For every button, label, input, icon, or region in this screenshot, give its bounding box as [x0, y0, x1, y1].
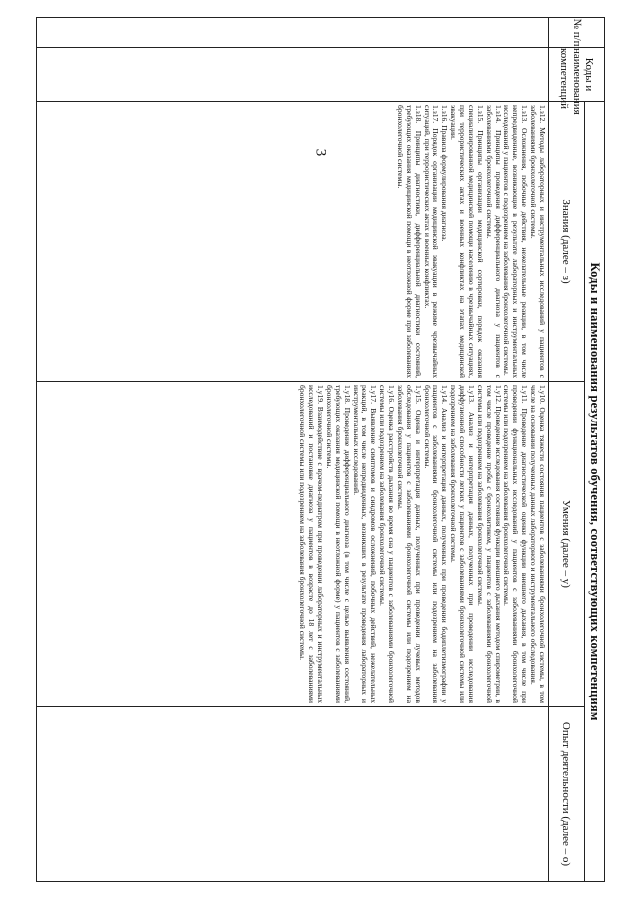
knowledge-item: 1.з18. Принципы диагностики, дифференциальной диагностики состояний, требующих оказания медицинской помощи в неотложной форме при заболеваниях бронхолегочной системы.	[396, 105, 423, 378]
competence-table-rotated	[36, 17, 605, 881]
header-num: № п/п	[549, 18, 605, 48]
page-number: 3	[312, 148, 329, 157]
competence-table	[36, 17, 605, 882]
header-skills: Умения (далее – у)	[549, 382, 585, 707]
knowledge-item: 1.з12. Методы лабораторных и инструментальных исследований у пациентов с заболеваниями бронхолегочной системы.	[529, 105, 547, 378]
knowledge-item: 1.з15. Принципы организации медицинской сортировки, порядок оказания специализированной медицинской помощи населению в чрезвычайных ситуациях, при террористических актах и военных конфликтах на этапах медицинской эвакуации.	[449, 105, 485, 378]
knowledge-item: 1.з16. Правила формулирования диагноза.	[440, 105, 450, 242]
header-main: Коды и наименования результатов обучения, соответствующих компетенциям	[585, 102, 605, 882]
skill-item: 1.у18. Проведение дифференциального диагноза (в том числе с целью выявления состояний, требующих оказания медицинской помощи в неотложной форме) у пациентов с заболеваниями бронхолегочной системы.	[325, 385, 352, 703]
cell-skills	[37, 382, 549, 707]
cell-codes	[37, 48, 549, 102]
header-experience: Опыт деятельности (далее – о)	[549, 707, 585, 882]
cell-num	[37, 18, 549, 48]
skill-item: 1.у16. Оценка расстройств дыхания во время сна у пациентов с заболеваниями бронхолегочной системы или подозрением на заболевания бронхолегочной системы.	[378, 385, 397, 703]
header-knowledge: Знания (далее – з)	[549, 102, 585, 382]
cell-experience	[37, 707, 549, 882]
skill-item: 1.у17. Выявление симптомов и синдромов осложнений, побочных действий, нежелательных реакций, в том числе непредвиденных, возникших в результате проведения лабораторных и инструментальных исследований.	[351, 385, 379, 703]
skill-item: 1.у15. Оценка и интерпретация данных, полученных при проведении лучевых методов обследования у пациентов с заболеваниями бронхолегочной системы или подозрением на заболевания бронхолегочной системы.	[396, 385, 423, 703]
cell-knowledge	[37, 102, 549, 382]
header-codes: Коды и наименования компетенций	[549, 48, 605, 102]
knowledge-item: 1.з14. Принципы проведения дифференциального диагноза у пациентов с заболеваниями бронхолегочной системы.	[484, 105, 503, 378]
knowledge-item: 1.з13. Осложнения, побочные действия, нежелательные реакции, в том числе непредвиденные, возникающие в результате лабораторных и инструментальных исследований у пациентов с подозрением на заболевания бронхолегочной системы.	[502, 105, 530, 378]
knowledge-item: 1.з17. Порядок организации медицинской эвакуации в режиме чрезвычайных ситуаций, при террористических актах и военных конфликтах.	[422, 105, 441, 378]
skill-item: 1.у10. Оценка тяжести состояния пациентов с заболеваниями бронхолегочной системы, в том числе на основании полученных данных лабораторного и инструментального обследования.	[529, 385, 547, 703]
skill-item: 1.у12. Проведение исследования состояния функции внешнего дыхания методом спирометрии, в том числе проведение пробы с бронхолитиком, у пациентов с заболеваниями бронхолегочной системы или подозрением на заболевания бронхолегочной системы.	[475, 385, 503, 703]
skill-item: 1.у13. Анализ и интерпретация данных, полученных при проведении исследования диффузионной способности легких у пациентов с заболеваниями бронхолегочной системы или подозрением на заболевания бронхолегочной системы.	[449, 385, 476, 703]
skill-item: 1.у19. Взаимодействие с врачом-педиатром при проведении лабораторных и инструментальных исследований и постановке диагноза у пациентов в возрасте до 18 лет с заболеваниями бронхолегочной системы или подозрением на заболевания бронхолегочной системы.	[298, 385, 326, 703]
skill-item: 1.у14. Анализ и интерпретация данных, полученных при проведении бодиплетизмографии у пациентов с заболеваниями бронхолегочной системы или подозрением на заболевания бронхолегочной системы.	[422, 385, 450, 703]
skill-item: 1.у11. Проведение диагностической оценки функции внешнего дыхания, в том числе при проведении функциональных исследований у пациентов с заболеваниями бронхолегочной системы или подозрением на заболевания бронхолегочной системы.	[502, 385, 530, 703]
